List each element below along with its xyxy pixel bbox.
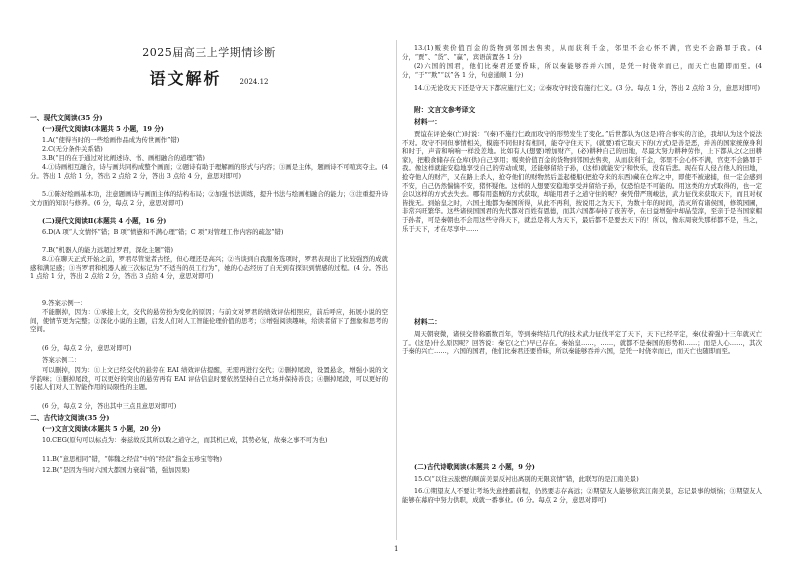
answer-6: 6.D(A 项“人文情怀”错；B 项“愤懑和不满心理”错；C 项“对管理工作内容的疏忽”错)	[42, 228, 284, 236]
answer-5: 5.①陈好绘画基本功，注意题画诗与画面主体的结构布局；②加强书法训练，提升书法与绘画相融合的能力；③注重提升诗文方面的知识与修养。(6 分，每点 2 分，意思对即可)	[30, 190, 388, 207]
answer-4: 4.①诗画相互融合，诗与画共同构成整个画面；②题诗有助于理解画的形式与内容；③画是主体，题画诗不可喧宾夺主。(4 分。答出 1 点给 1 分，答出 2 点给 2 分，答出 3 点给 4 分，意思对即可)	[30, 163, 388, 180]
answer-12: 12.B(“是因为当时六国大都国力衰弱”错，强加因果)	[42, 466, 190, 474]
answer-13-2: (2)六国的国君，他们比秦君还要昏昧，所以秦能够吞并六国，是凭一时侥幸而已，而天亡也随即而至。(4 分，“于”“欺”“以”各 1 分，句意通顺 1 分)	[402, 62, 762, 79]
answer-1: 1.A(“使得当时的一些绘画作品成为传世画作”错)	[42, 136, 180, 144]
answer-3: 3.B(“目的在于通过对比阐述诗、书、画相融合的道理”错)	[42, 154, 205, 162]
section-heading: 一、现代文阅读(35 分)	[30, 114, 103, 122]
answer-14: 14.①无论攻天下还是守天下都应施行仁义；②秦攻守时没有施行仁义。(3 分。每点 1 分，答出 2 点给 3 分，意思对即可)	[414, 84, 760, 92]
doc-title: 语文解析	[149, 69, 222, 88]
answer-16: 16.①期望友人不要让考场失意挫霸前程，仍然要志存高远；②期望友人能够依宾江南美景，忘记景事的烦恼；③期望友人能够在幕府中努力供职，成就一番事业。(6 分。每点 2 分，意思对即可)	[402, 487, 762, 504]
answer-8: 8.①在聊天正式开始之前，罗君尽管觉者古怪，但心理还是高兴；②当谈到自我服务选项时，罗君表现出了比较强烈的成就感和满足感；③当罗君和机器人被三次标记为“不适当的员工行为”，她的心态经历了自无到有探识到情感的过程。(4 分。答出 1 点给 1 分，答出 2 点给 2 分，答出 3 点给 4 分，意思对即可)	[30, 255, 388, 281]
translation-heading: 附：文言文参考译文	[414, 106, 476, 114]
subsection-heading: (一)现代文阅读Ⅰ(本题共 5 小题，19 分)	[42, 125, 164, 133]
answer-2: 2.C(无分条件关系错)	[42, 145, 103, 153]
answer-9-example-1: 不能删掉，因为：①承接上文，交代的悬劳扮为变化的原因；与前文对罗君的绩效评估相照应，前后呼应，拓展小说的空间，使情节更为完整；②深化小说的主题，启发人们对人工智能伦理价值的思考；③增强阅读趣味，给读者留下了想象和思考的空间。	[30, 308, 388, 334]
answer-9-example-2-label: 答案示例二：	[42, 356, 81, 364]
answer-13-1: 13.(1)贩卖价值百金的货物到邻国去售卖，从而获利千金，邻里不会心怀不满，官史不会路罪于我。(4 分，“贾”、“货”、“赢”，宾语前置各 1 分)	[402, 44, 762, 61]
answer-10: 10.CEG(原句可以标点为：秦兹故反其所以取之道守之，而其机已成，其势必复，故秦之事不可为也)	[42, 436, 328, 444]
section-heading: 二、古代诗文阅读(35 分)	[30, 414, 110, 422]
subsection-heading: (二)现代文阅读Ⅱ(本题共 4 小题，16 分)	[42, 217, 167, 225]
subsection-heading: (二)古代诗歌阅读(本题共 2 小题，9 分)	[414, 463, 535, 471]
answer-9-score-1: (6 分，每点 2 分，意思对即可)	[42, 344, 132, 352]
material-2-translation: 周天朝衰微，诸侯交替称霸数百年，等到秦终结几代的技术武力征伐平定了天下，天下已经平定，秦(仗着强)十三年就灭亡了。(这是)什么原因呢？回答说：秦它(之亡)早已存在。秦始皇……，……，就都不是秦国的形势和……；而是人心……，其次于秦的兴亡……，六国的国君，他们比秦君还要昏昧，所以秦能够吞并六国，是凭一时侥幸而已，而天亡也随即而至。	[402, 330, 762, 356]
material-2-heading: 材料二：	[414, 318, 442, 326]
answer-9: 9.答案示例一：	[42, 299, 87, 307]
answer-11: 11.B(“意思相同”错，“韩魏之经营”中的“经营”指金玉珍宝等物)	[42, 455, 223, 463]
answer-15: 15.C(“以往云旅燃的顺前美景反衬出离别的无限哀情”错，此联写的是江南美景)	[414, 475, 639, 483]
answer-7: 7.B(“机器人的能力远超过罗君，深化主题”错)	[42, 246, 173, 254]
column-divider	[396, 40, 397, 540]
answer-9-example-2: 可以删掉，因为：①上文已经交代的悬劳在 EAI 绩效评估提醒，无需再进行交代；②删掉尾段，设置悬念，增强小说的文学韵味；③删掉尾段，可以更好的突出的悬劳再有 EAI 评估信息时要依然坚持自己立场并保持善良；④删掉尾段，可以更好的引起人们对人工智能作用的局限性的主题。	[30, 366, 388, 392]
doc-date: 2024.12	[239, 78, 269, 86]
material-1-heading: 材料一：	[414, 118, 442, 126]
doc-title-row	[30, 66, 388, 89]
subsection-heading: (一)文言文阅读(本题共 5 小题，20 分)	[42, 425, 161, 433]
exam-title: 2025届高三上学期情诊断	[142, 46, 276, 59]
material-1-translation: 贾谊在评论秦(亡)时说：“(秦)不施行仁政而攻守的形势发生了变化。”后世都认为(这是)符合事实的言论，我却认为这个说法不对。攻守不同但事情相关，模施不同但时有相同，能夺守住天下，(就要)看它取天下的(方式)是善是恶，并善的国家统僚身利和时于，声音和响响一样没差地。比如有人(想要)增加财产，(必)耕种自己的田地，尽最大努力耕种劳作，上下都从之(之田耕家)，把粮食储存在仓库(供)自己享用；贩卖价值百金的货物到邻国去售卖，从而获利千金，邻里不会心怀不满，官吏不会路罪于我。像这样就能安稳地享受自己的劳动成果，还能够留给子孙，(这样)就能安宁和快乐，没有后悲。现在有人侵占他人的田地，抢夺他人的财产，又在路上杀人，抢夺他们的财物然后盖起楼船(把抢夺来的东西)藏在仓库之中，即使不被逮捕，但一定会感到不安，自己仍然惴惴不安，猪怀疑他。这样的人想要安稳地享受并留给子孙，仅恐怕是不可能的。用这类的方式取得的，也一定会以这样的方式去失去。哪有用盗贼的方式获取，却能用君子之道守住的呢？秦凭借严刑峻法，武力征伐来获取天下，而且对权皆拢无。到始皇之时，六国土地都为秦国所得，从此不再利，按说用之为天下，为数十年的时间，消灭所有诸侯国，修筑园圃，非常兴旺繁华。这些诸侯国国君的先代都对百姓有恩德，而其六国都奉持了夜苦苓，在日益增强中却晶莹淳，至亲于是当国家帽于孙者，可是秦朝也不会用这些守得天下，就总是将人为天下，最后都不是要去天下的！所以，像东周衰失那样都不是，当之，乐于天下，才在尽享中……	[402, 130, 762, 233]
answer-9-score-2: (6 分，每点 2 分，答出其中三点且意思对即可)	[42, 402, 177, 410]
page-number: 1	[394, 545, 399, 553]
